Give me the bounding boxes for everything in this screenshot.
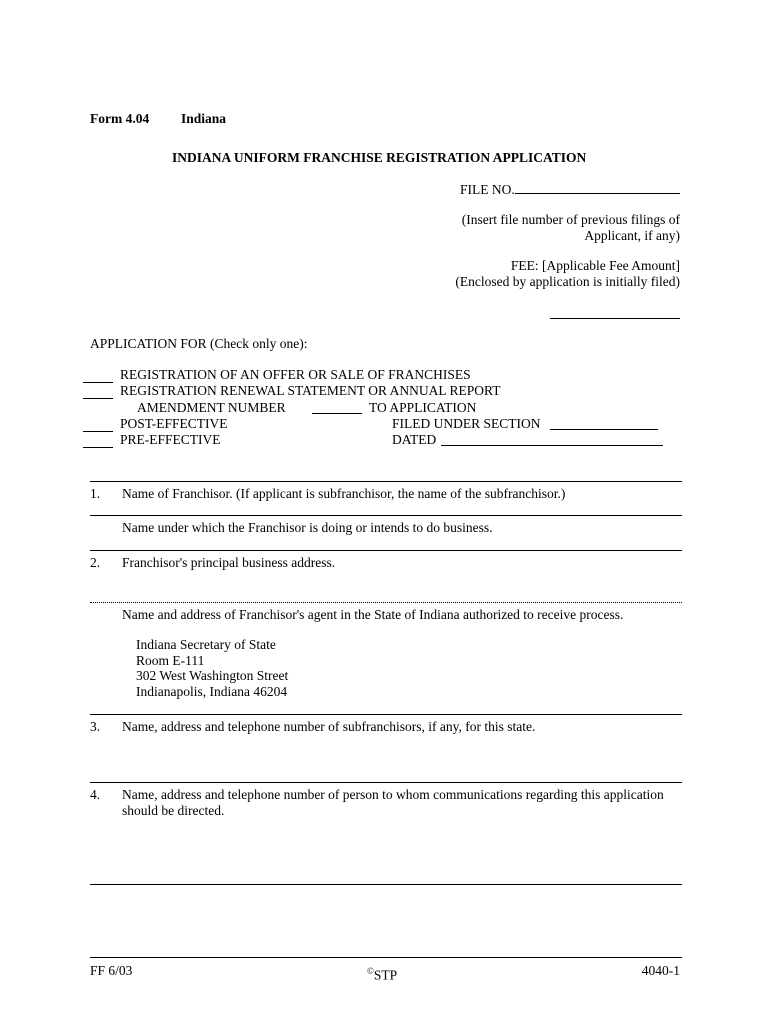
application-for-heading: APPLICATION FOR (Check only one):: [90, 336, 308, 351]
filed-under-section-field[interactable]: [550, 429, 658, 430]
divider: [90, 714, 682, 715]
item-4-number: 4.: [90, 787, 101, 802]
fee-note: (Enclosed by application is initially filed): [455, 274, 680, 289]
item-2-label: Franchisor's principal business address.: [122, 555, 336, 570]
post-effective-checkbox[interactable]: [83, 431, 113, 432]
insert-note-line1: (Insert file number of previous filings of: [461, 212, 680, 227]
form-number: Form 4.04: [90, 111, 150, 126]
item-1-number: 1.: [90, 486, 101, 501]
item-4-answer-line[interactable]: [90, 884, 682, 885]
item-2-answer-line[interactable]: [90, 602, 682, 603]
amendment-number-label: AMENDMENT NUMBER: [137, 400, 286, 415]
file-no-field[interactable]: [515, 181, 680, 194]
footer-form-code: FF 6/03: [90, 963, 133, 978]
filed-under-row: [392, 416, 541, 432]
file-no-label: FILE NO.: [460, 182, 515, 197]
item-2-number: 2.: [90, 555, 101, 570]
agent-address-line3: 302 West Washington Street: [136, 668, 289, 683]
agent-address-line1: Indiana Secretary of State: [136, 637, 276, 652]
option-2-label: REGISTRATION RENEWAL STATEMENT OR ANNUAL REPORT: [120, 383, 501, 398]
item-3-label: Name, address and telephone number of subfranchisors, if any, for this state.: [122, 719, 536, 734]
item-1b-label: Name under which the Franchisor is doing or intends to do business.: [122, 520, 493, 535]
item-1-answer-line[interactable]: [90, 515, 682, 516]
footer-page-number: 4040-1: [641, 963, 680, 978]
item-1-label: Name of Franchisor. (If applicant is subfranchisor, the name of the subfranchisor.): [122, 486, 566, 501]
footer-publisher: STP: [373, 967, 398, 983]
fee-amount-field[interactable]: [550, 318, 680, 319]
pre-effective-checkbox[interactable]: [83, 447, 113, 448]
footer-divider: [90, 957, 682, 958]
item-3-answer-line[interactable]: [90, 782, 682, 783]
agent-address-line2: Room E-111: [136, 653, 205, 668]
post-effective-label: POST-EFFECTIVE: [120, 416, 228, 431]
file-no-row: [460, 181, 680, 198]
filed-under-label: FILED UNDER SECTION: [392, 416, 541, 431]
item-4-label-line1: Name, address and telephone number of person to whom communications regarding this application: [122, 787, 664, 802]
option-1-checkbox[interactable]: [83, 382, 113, 383]
dated-field[interactable]: [441, 445, 663, 446]
item-3-number: 3.: [90, 719, 101, 734]
divider: [90, 481, 682, 482]
footer-copyright: [367, 963, 397, 984]
insert-note-line2: Applicant, if any): [584, 228, 680, 243]
fee-line: FEE: [Applicable Fee Amount]: [510, 258, 680, 273]
page-title: INDIANA UNIFORM FRANCHISE REGISTRATION APPLICATION: [172, 150, 587, 165]
amendment-number-field[interactable]: [312, 413, 362, 414]
pre-effective-label: PRE-EFFECTIVE: [120, 432, 221, 447]
agent-address-line4: Indianapolis, Indiana 46204: [136, 684, 288, 699]
item-4-label-line2: should be directed.: [122, 803, 225, 818]
dated-label: DATED: [392, 432, 437, 447]
copyright-symbol: ©: [367, 966, 374, 976]
to-application-label: TO APPLICATION: [369, 400, 477, 415]
option-1-label: REGISTRATION OF AN OFFER OR SALE OF FRANCHISES: [120, 367, 471, 382]
option-2-checkbox[interactable]: [83, 398, 113, 399]
form-state: Indiana: [181, 111, 227, 126]
item-2b-label: Name and address of Franchisor's agent in the State of Indiana authorized to receive process.: [122, 607, 624, 622]
item-1b-answer-line[interactable]: [90, 550, 682, 551]
